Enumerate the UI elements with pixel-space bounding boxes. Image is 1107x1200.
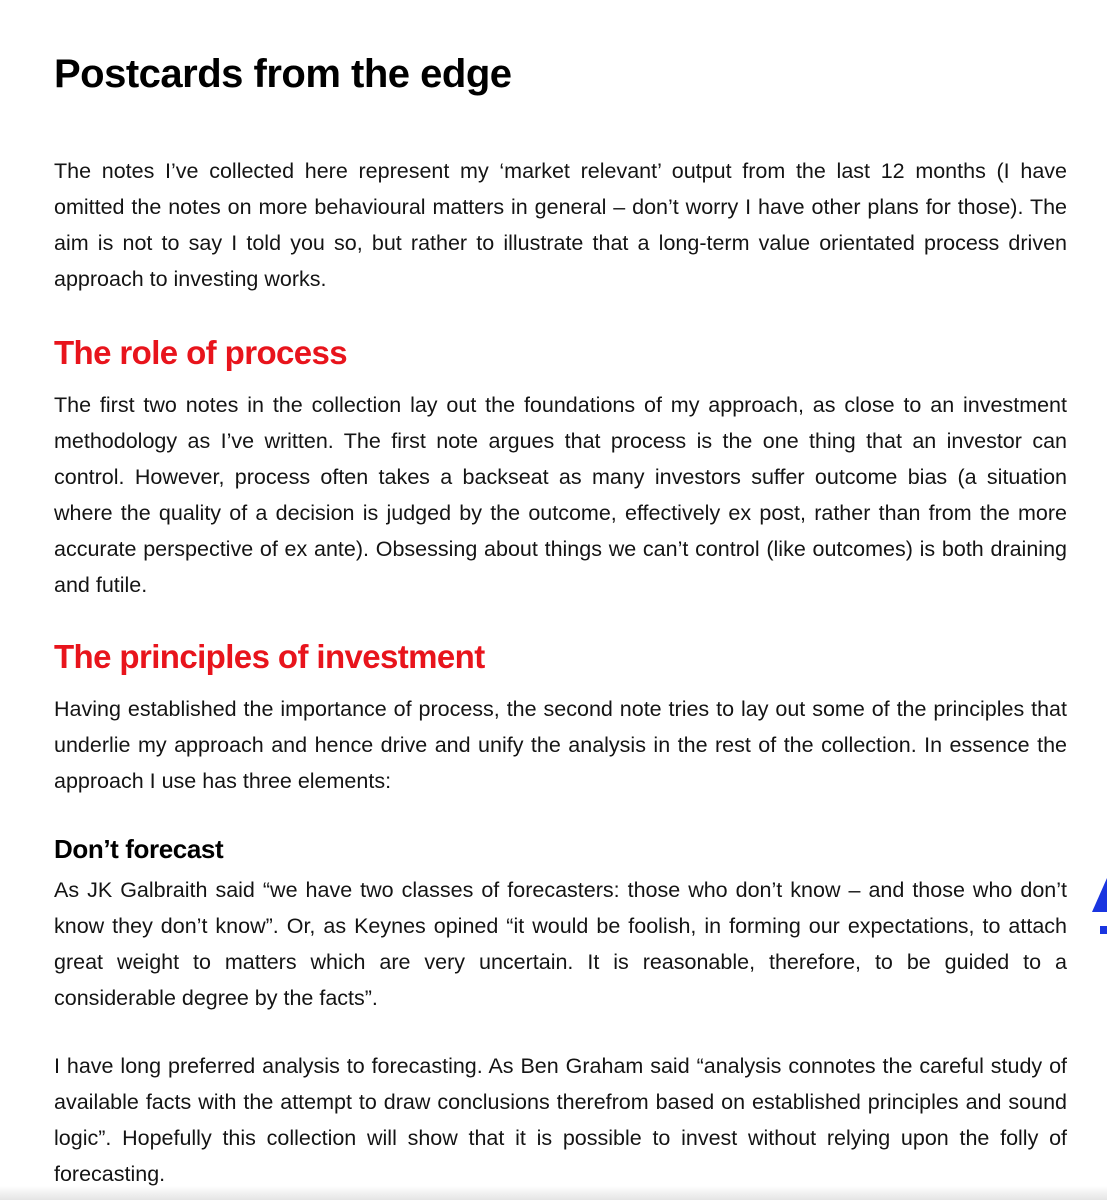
section-body-role-of-process: The first two notes in the collection lay out the foundations of my approach, as close to an investment methodology as I’ve written. The first note argues that process is the one thing that an investor can control. However, process often takes a backseat as many investors suffer outcome bias (a situation where the quality of a decision is judged by the outcome, effectively ex post, rather than from the more accurate perspective of ex ante). Obsessing about things we can’t control (like outcomes) is both draining and futile.: [54, 393, 1067, 597]
subheading-dont-forecast: Don’t forecast: [54, 834, 224, 864]
page-title: Postcards from the edge: [54, 52, 512, 96]
paragraph-galbraith-keynes: As JK Galbraith said “we have two classes of forecasters: those who don’t know – and those who don’t know they don’t know”. Or, as Keynes opined “it would be foolish, in forming our expectations, to attach great weight to matters which are very uncertain. It is reasonable, therefore, to be guided to a considerable degree by the facts”.: [54, 878, 1067, 1010]
section-body-principles-of-investment: Having established the importance of process, the second note tries to lay out some of the principles that underlie my approach and hence drive and unify the analysis in the rest of the collection. In essence the approach I use has three elements:: [54, 697, 1067, 793]
section-heading-role-of-process: The role of process: [54, 334, 348, 371]
intro-paragraph: The notes I’ve collected here represent my ‘market relevant’ output from the last 12 months (I have omitted the notes on more behavioural matters in general – don’t worry I have other plans for those). The aim is not to say I told you so, but rather to illustrate that a long-term value orientated process driven approach to investing works.: [54, 159, 1067, 291]
paragraph-ben-graham: I have long preferred analysis to forecasting. As Ben Graham said “analysis connotes the careful study of available facts with the attempt to draw conclusions therefrom based on established principles and sound logic”. Hopefully this collection will show that it is possible to invest without relying upon the folly of forecasting.: [54, 1054, 1067, 1186]
page-bottom-edge: [0, 1186, 1107, 1200]
section-heading-principles-of-investment: The principles of investment: [54, 638, 485, 675]
blue-triangle-icon: [1088, 876, 1107, 936]
